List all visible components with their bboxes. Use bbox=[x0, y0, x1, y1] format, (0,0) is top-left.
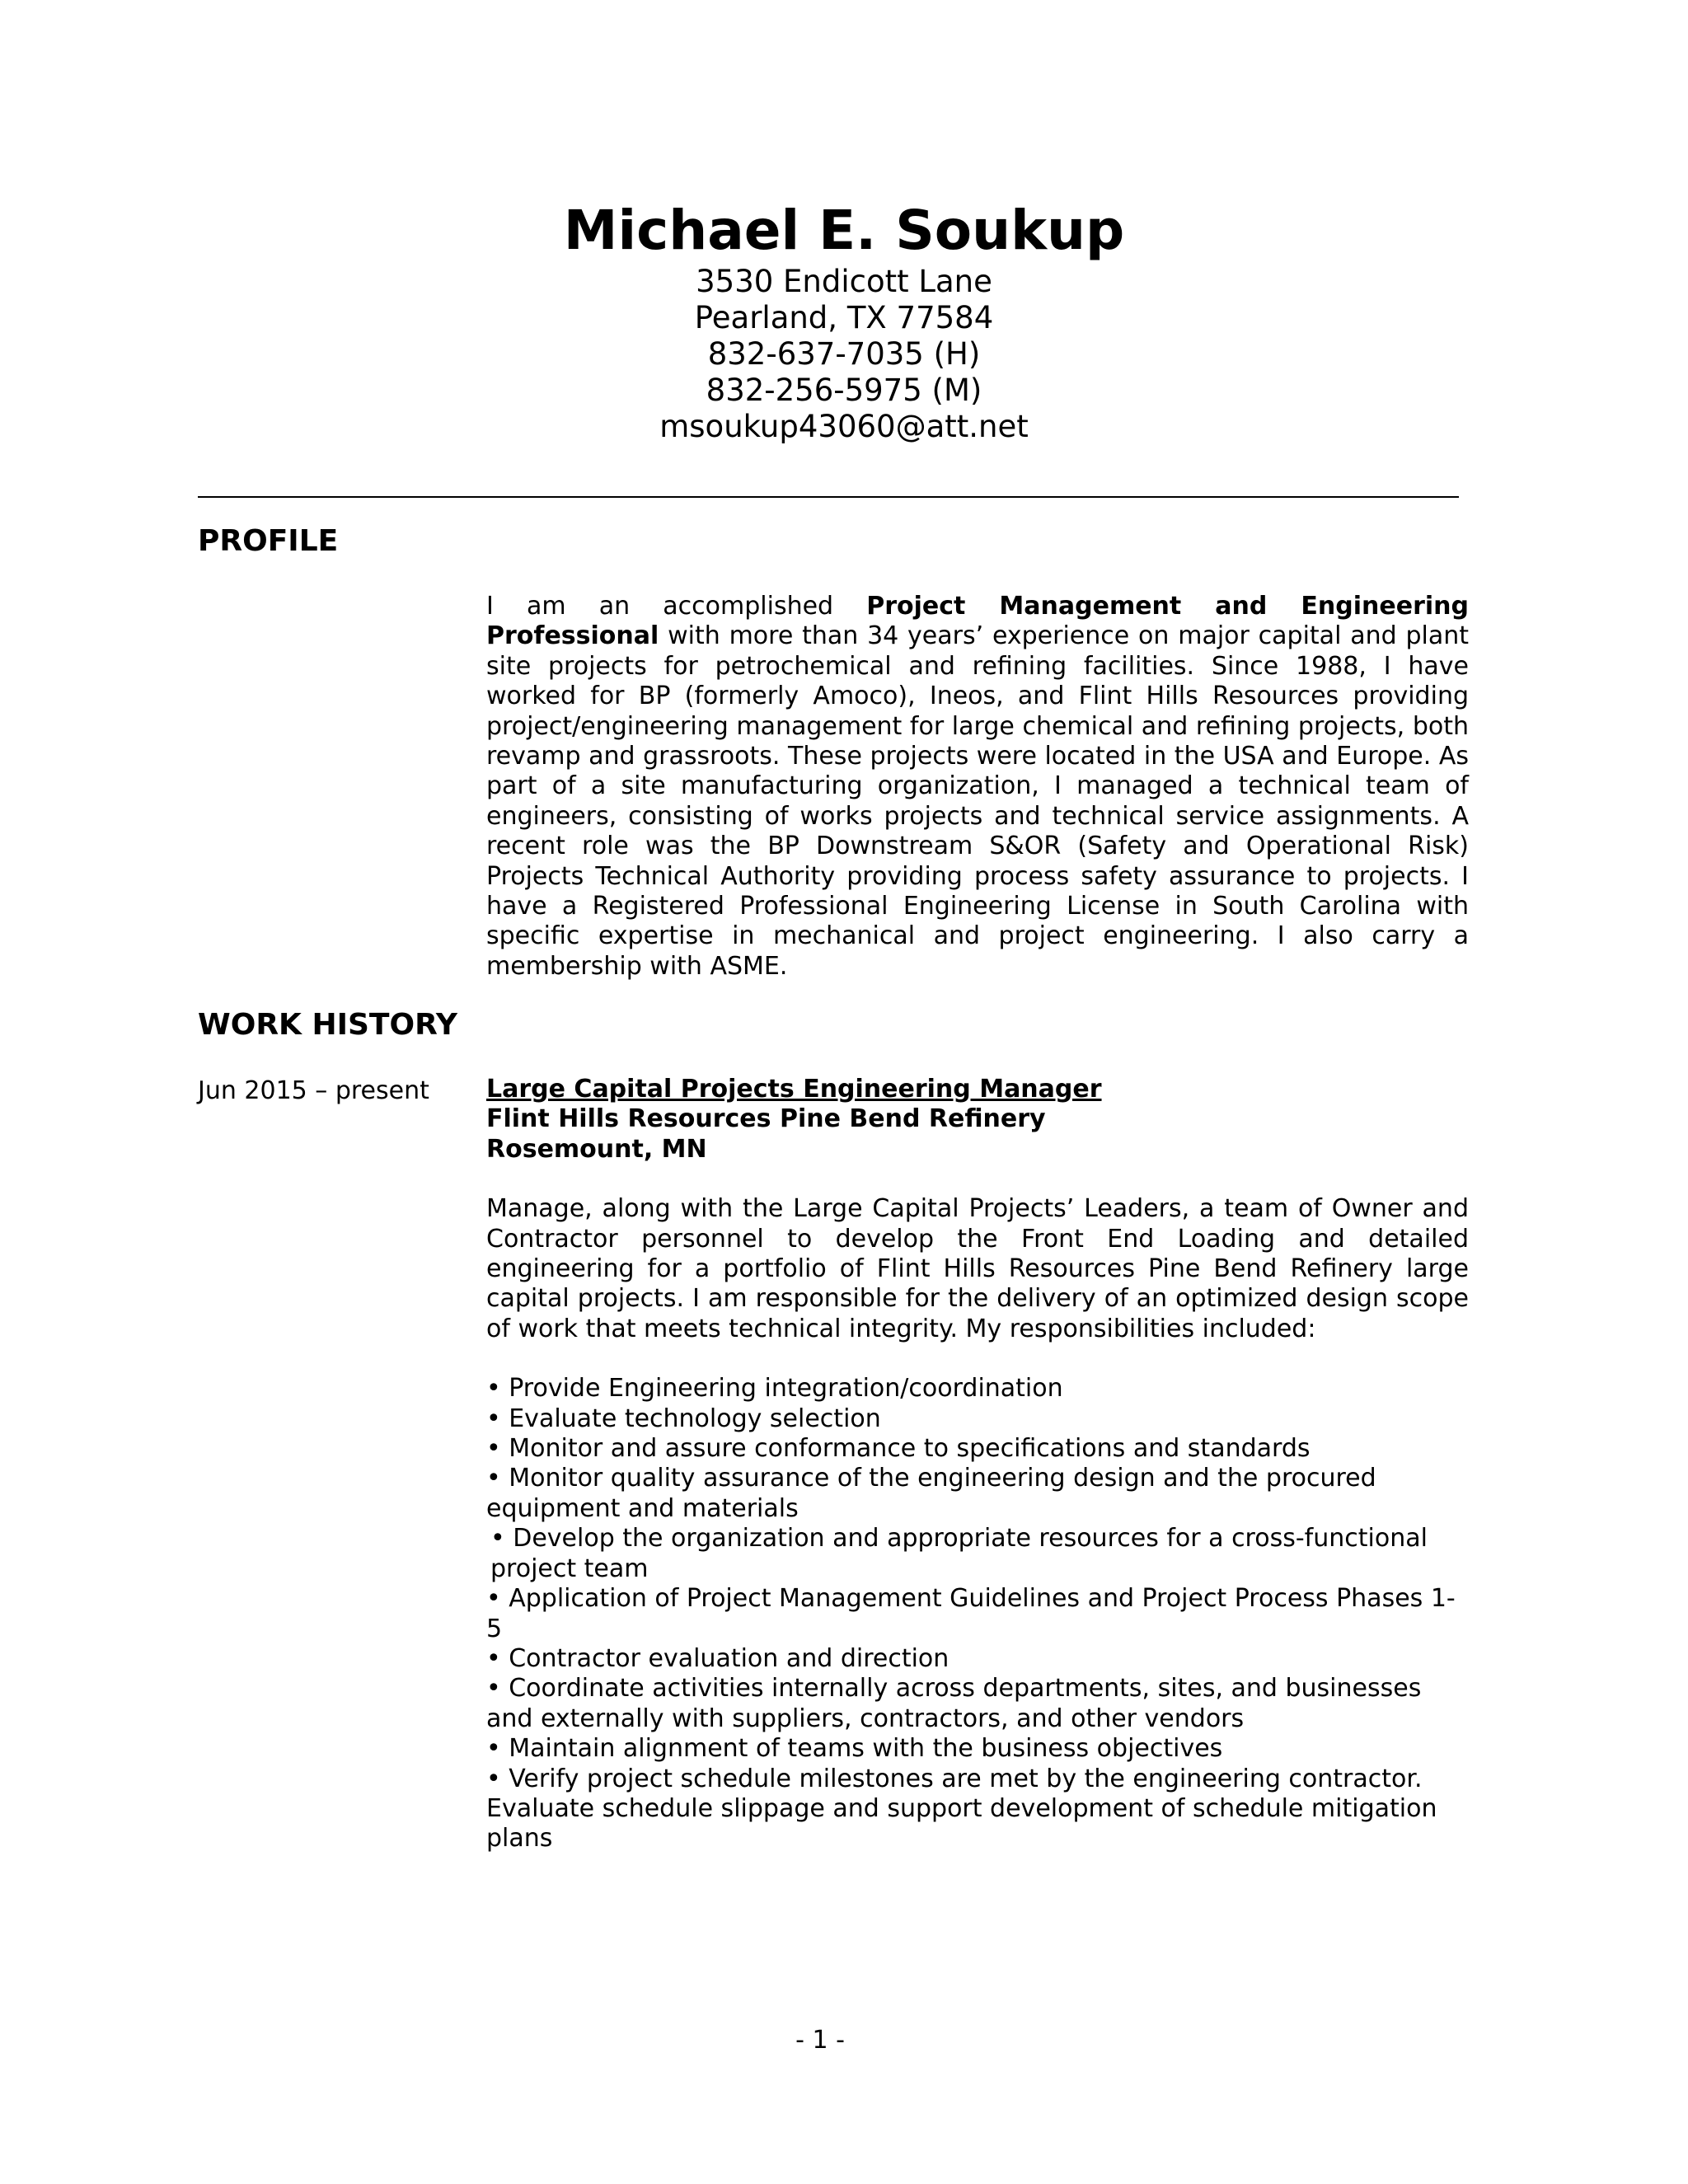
header-divider bbox=[198, 496, 1459, 498]
address-line-1: 3530 Endicott Lane bbox=[696, 264, 992, 299]
list-item: • Evaluate technology selection bbox=[486, 1404, 881, 1433]
job-company: Flint Hills Resources Pine Bend Refinery bbox=[486, 1104, 1046, 1134]
mobile-phone: 832-256-5975 (M) bbox=[706, 373, 982, 408]
list-item: • Contractor evaluation and direction bbox=[486, 1643, 950, 1673]
profile-paragraph bbox=[486, 592, 1469, 982]
list-item: • Monitor quality assurance of the engineering design and the procured equipment and materials bbox=[486, 1464, 1376, 1523]
page-number: - 1 - bbox=[795, 2026, 845, 2055]
job-summary: Manage, along with the Large Capital Projects’ Leaders, a team of Owner and Contractor personnel to develop the Front End Loading and detailed engineering for a portfolio of Flint Hills Resources Pine Bend Refinery large capital projects. I am responsible for the delivery of an optimized design scope of work that meets technical integrity. My responsibilities included: bbox=[486, 1194, 1469, 1343]
email-address: msoukup43060@att.net bbox=[659, 409, 1029, 444]
list-item: • Application of Project Management Guidelines and Project Process Phases 1-5 bbox=[486, 1584, 1456, 1643]
candidate-name: Michael E. Soukup bbox=[563, 199, 1125, 262]
list-item: • Verify project schedule milestones are met by the engineering contractor. Evaluate schedule slippage and support development of schedule mitigation plans bbox=[486, 1764, 1437, 1854]
responsibilities-list bbox=[486, 1374, 1469, 1854]
profile-heading: PROFILE bbox=[198, 524, 339, 558]
job-entry bbox=[486, 1075, 1469, 1854]
job-dates: Jun 2015 – present bbox=[198, 1076, 429, 1105]
list-item: • Coordinate activities internally across departments, sites, and businesses and externally with suppliers, contractors, and other vendors bbox=[486, 1674, 1422, 1733]
work-history-heading: WORK HISTORY bbox=[198, 1008, 457, 1042]
list-item: • Develop the organization and appropriate resources for a cross-functional project team bbox=[490, 1524, 1428, 1583]
profile-text-intro: I am an accomplished bbox=[486, 592, 867, 621]
list-item: • Provide Engineering integration/coordination bbox=[486, 1374, 1063, 1404]
profile-text-highlight: Project Management and Engineering Professional bbox=[486, 592, 1469, 651]
profile-text-body: with more than 34 years’ experience on major capital and plant site projects for petrochemical and refining facilities. Since 1988, I have worked for BP (formerly Amoco), Ineos, and Flint Hills Resources providing project/engineering management for large chemical and refining projects, both revamp and grassroots. These projects were located in the USA and Europe. As part of a site manufacturing organization, I managed a technical team of engineers, consisting of works projects and technical service assignments. A recent role was the BP Downstream S&OR (Safety and Operational Risk) Projects Technical Authority providing process safety assurance to projects. I have a Registered Professional Engineering License in South Carolina with specific expertise in mechanical and project engineering. I also carry a membership with ASME. bbox=[486, 621, 1469, 981]
job-location: Rosemount, MN bbox=[486, 1134, 707, 1164]
resume-header bbox=[0, 198, 1688, 445]
address-line-2: Pearland, TX 77584 bbox=[694, 300, 994, 335]
list-item: • Maintain alignment of teams with the business objectives bbox=[486, 1734, 1223, 1764]
home-phone: 832-637-7035 (H) bbox=[707, 336, 981, 372]
job-title: Large Capital Projects Engineering Manager bbox=[486, 1075, 1102, 1104]
list-item: • Monitor and assure conformance to specifications and standards bbox=[486, 1434, 1311, 1464]
